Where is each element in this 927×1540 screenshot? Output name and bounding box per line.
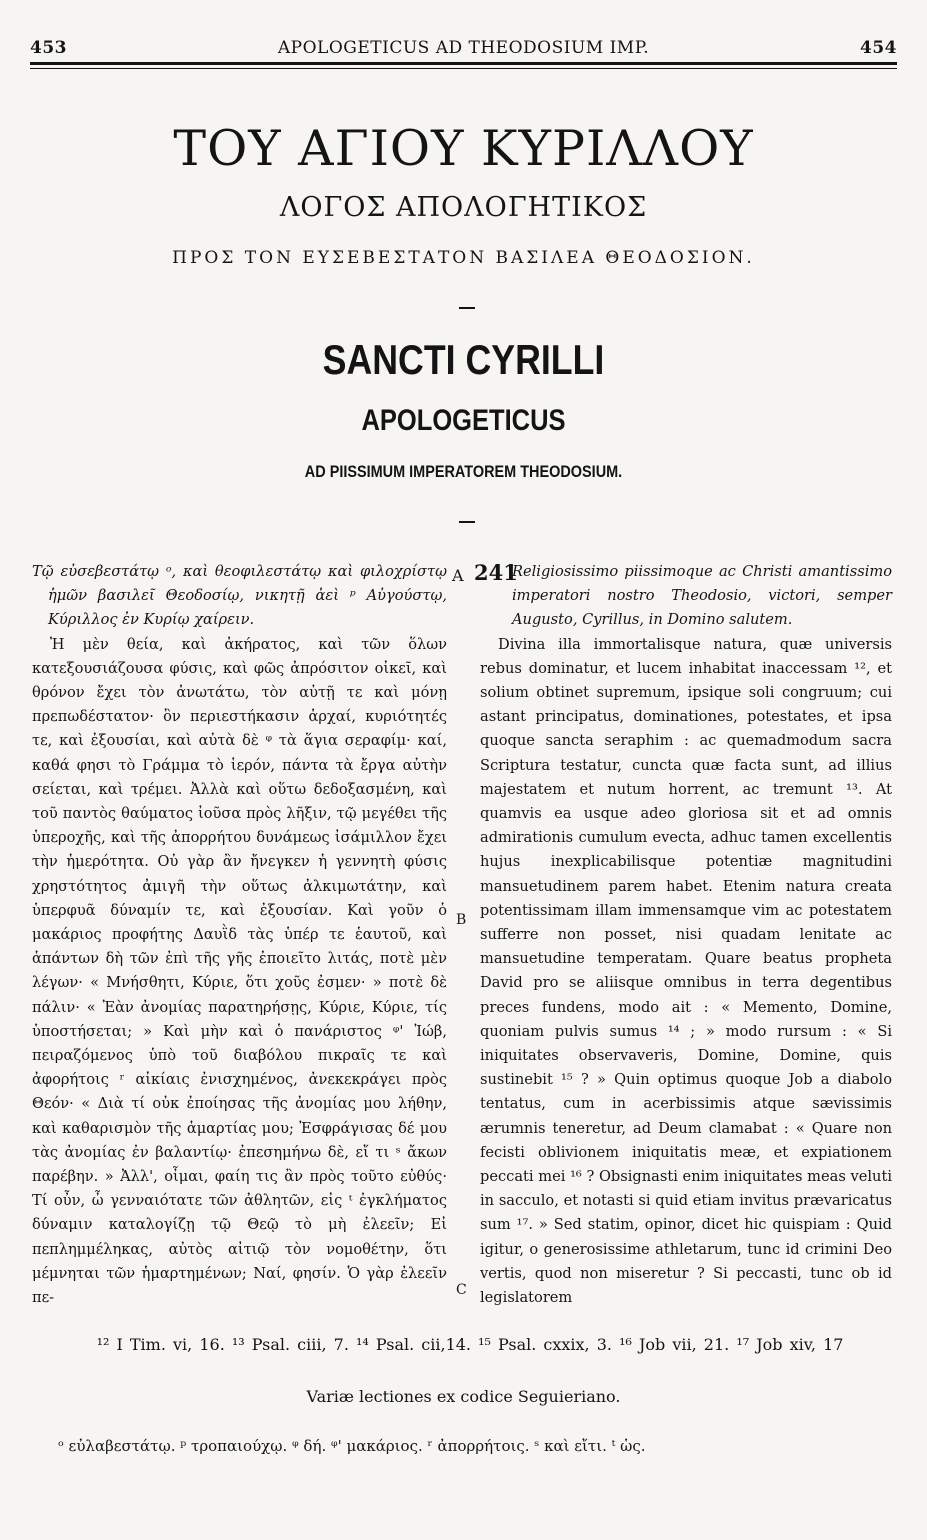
greek-body-text: Ἡ μὲν θεία, καὶ ἀκήρατος, καὶ τῶν ὅλων κατεξουσιάζουσα φύσις, καὶ φῶς ἀπρόσιτον οἰκεῖ, καὶ θρόνον ἔχει τὸν ἀνωτάτω, τὸν αὐτῇ τε καὶ μόνῃ πρεπωδέστατον· ὃν περιεστήκασιν ἀρχαί, κυριότητές τε, καὶ ἐξουσίαι, καὶ αὐτὰ δὲ ᵠ τὰ ἅγια σεραφίμ· καί, καθά φησι τὸ Γράμμα τὸ ἱερόν, πάντα τὰ ἔργα αὐτὴν σείεται, καὶ τρέμει. Ἀλλὰ καὶ οὕτω δεδοξασμένη, καὶ τοῦ παντὸς θαύματος ἰοῦσα πρὸς λῆξιν, τῷ μεγέθει τῆς ὑπεροχῆς, καὶ τῆς ἀπορρήτου δυνάμεως ἰσάμιλλον ἔχει τὴν ἡμερότητα. Οὐ γὰρ ἂν ἤνεγκεν ἡ γεννητὴ φύσις χρηστότητος ἀμιγῆ τὴν οὕτως ἀλκιμωτάτην, καὶ ὑπερφυᾶ δύναμίν τε, καὶ ἐξουσίαν. Καὶ γοῦν ὁ μακάριος προφήτης Δαυῒδ τὰς ὑπέρ τε ἑαυτοῦ, καὶ ἁπάντων δὴ τῶν ἐπὶ τῆς γῆς ἐποιεῖτο λιτάς, ποτὲ μὲν λέγων· « Μνήσθητι, Κύριε, ὅτι χοῦς ἐσμεν· » ποτὲ δὲ πάλιν· « Ἐὰν ἀνομίας παρατηρήσῃς, Κύριε, Κύριε, τίς ὑποστήσεται; » Καὶ μὴν καὶ ὁ πανάριστος ᵠ' Ἰώβ, πειραζόμενος ὑπὸ τοῦ διαβόλου πικραῖς τε καὶ ἀφορήτοις ʳ αἰκίαις ἐνισχημένος, ἀνεκεκράγει πρὸς Θεόν· « Διὰ τί οὐκ ἐποίησας τῆς ἀνομίας μου λήθην, καὶ καθαρισμὸν τῆς ἁμαρτίας μου; Ἐσφράγισας δέ μου τὰς ἀνομίας ἐν βαλαντίῳ· ἐπεσημήνω δὲ, εἴ τι ˢ ἄκων παρέβην. » Ἀλλ', οἶμαι, φαίη τις ἂν πρὸς τοῦτο εὐθύς· Τί οὖν, ὦ γενναιότατε τῶν ἀθλητῶν, εἰς ᵗ ἐγκλήματος δύναμιν καταλογίζῃ τῷ Θεῷ τὸ μὴ ἐλεεῖν; Εἰ πεπλημμέληκας, αὐτὸς αἰτιῷ τὸν νομοθέτην, ὅτι μέμνηται τῶν ἡμαρτημένων; Ναί, φησίν. Ὁ γὰρ ἐλεεῖν πε- — [32, 635, 447, 1307]
latin-column — [480, 560, 892, 1310]
latin-addressee-title: AD PIISSIMUM IMPERATOREM THEODOSIUM. — [304, 462, 623, 481]
running-title: APOLOGETICUS AD THEODOSIUM IMP. — [277, 38, 650, 58]
page-number-left: 453 — [30, 38, 67, 58]
margin-marker-b: B — [456, 912, 467, 928]
variants-heading: Variæ lectiones ex codice Seguieriano. — [306, 1387, 621, 1406]
margin-marker-c: C — [456, 1282, 467, 1298]
greek-salutation: Τῷ εὐσεβεστάτῳ ᵒ, καὶ θεοφιλεστάτῳ καὶ φιλοχρίστῳ ἡμῶν βασιλεῖ Θεοδοσίῳ, νικητῇ ἀεὶ ᵖ Αὐγούστῳ, Κύριλλος ἐν Κυρίῳ χαίρειν. — [32, 563, 447, 629]
latin-work-title: APOLOGETICUS — [361, 404, 566, 437]
greek-work-title: ΛΟΓΟΣ ΑΠΟΛΟΓΗΤΙΚΟΣ — [279, 192, 648, 223]
header-rule-thin — [30, 68, 897, 69]
page-number-right: 454 — [860, 38, 897, 58]
title-divider — [459, 307, 475, 309]
latin-author-title: SANCTI CYRILLI — [322, 336, 605, 383]
greek-column — [32, 560, 447, 1310]
greek-author-title: ΤΟΥ ΑΓΙΟΥ ΚΥΡΙΛΛΟΥ — [173, 120, 754, 177]
variant-readings: ᵒ εὐλαβεστάτῳ. ᵖ τροπαιούχῳ. ᵠ δή. ᵠ' μακάριος. ʳ ἀπορρήτοις. ˢ καὶ εἴτι. ᵗ ὡς. — [58, 1437, 646, 1455]
running-header — [30, 38, 897, 64]
latin-body-text: Divina illa immortalisque natura, quæ universis rebus dominatur, et lucem inhabitat inaccessam ¹², et solium obtinet supremum, ipsique soli congruum; cui astant principatus, dominationes, potestates, et ipsa quoque sancta seraphim : ac quemadmodum sacra Scriptura testatur, cuncta quæ facta sunt, ad illius majestatem et nutum horrent, ac tremunt ¹³. At quamvis ea usque adeo gloriosa sit et ad omnis admirationis cumulum evecta, adhuc tamen excellentis hujus inexplicabilisque potentiæ magnitudini mansuetudinem parem habet. Etenim natura creata potentissimam illam immensamque vim ac potestatem sufferre non posset, nisi quadam lenitate ac mansuetudine temperatam. Quare beatus propheta David pro se aliisque omnibus in terra degentibus preces fundens, modo ait : « Memento, Domine, quoniam pulvis sumus ¹⁴ ; » modo rursum : « Si iniquitates observaveris, Domine, Domine, quis sustinebit ¹⁵ ? » Quin optimus quoque Job a diabolo tentatus, cum in acerbissimis atque sævissimis ærumnis teneretur, ad Deum clamabat : « Quare non fecisti oblivionem iniquitatis meæ, et expiationem peccati mei ¹⁶ ? Obsignasti enim iniquitates meas veluti in sacculo, et notasti si quid etiam invitus prævaricatus sum ¹⁷. » Sed statim, opinor, dicet hic quispiam : Quid igitur, o generosissime athletarum, tunc id crimini Deo vertis, quod non miseretur ? Si peccasti, tunc ob id legislatorem — [480, 635, 892, 1307]
column-number: 241 — [474, 560, 518, 585]
header-rule-thick — [30, 62, 897, 65]
greek-addressee-title: ΠΡΟΣ ΤΟΝ ΕΥΣΕΒΕΣΤΑΤΟΝ ΒΑΣΙΛΕΑ ΘΕΟΔΟΣΙΟΝ. — [172, 248, 755, 268]
latin-salutation: Religiosissimo piissimoque ac Christi amantissimo imperatori nostro Theodosio, victori, semper Augusto, Cyrillus, in Domino salutem. — [512, 563, 892, 629]
section-divider — [459, 521, 475, 523]
margin-marker-a: A — [452, 566, 464, 585]
scripture-references: ¹² I Tim. vi, 16. ¹³ Psal. ciii, 7. ¹⁴ Psal. cii,14. ¹⁵ Psal. cxxix, 3. ¹⁶ Job vii, 21. ¹⁷ Job xiv, 17 — [96, 1335, 844, 1354]
